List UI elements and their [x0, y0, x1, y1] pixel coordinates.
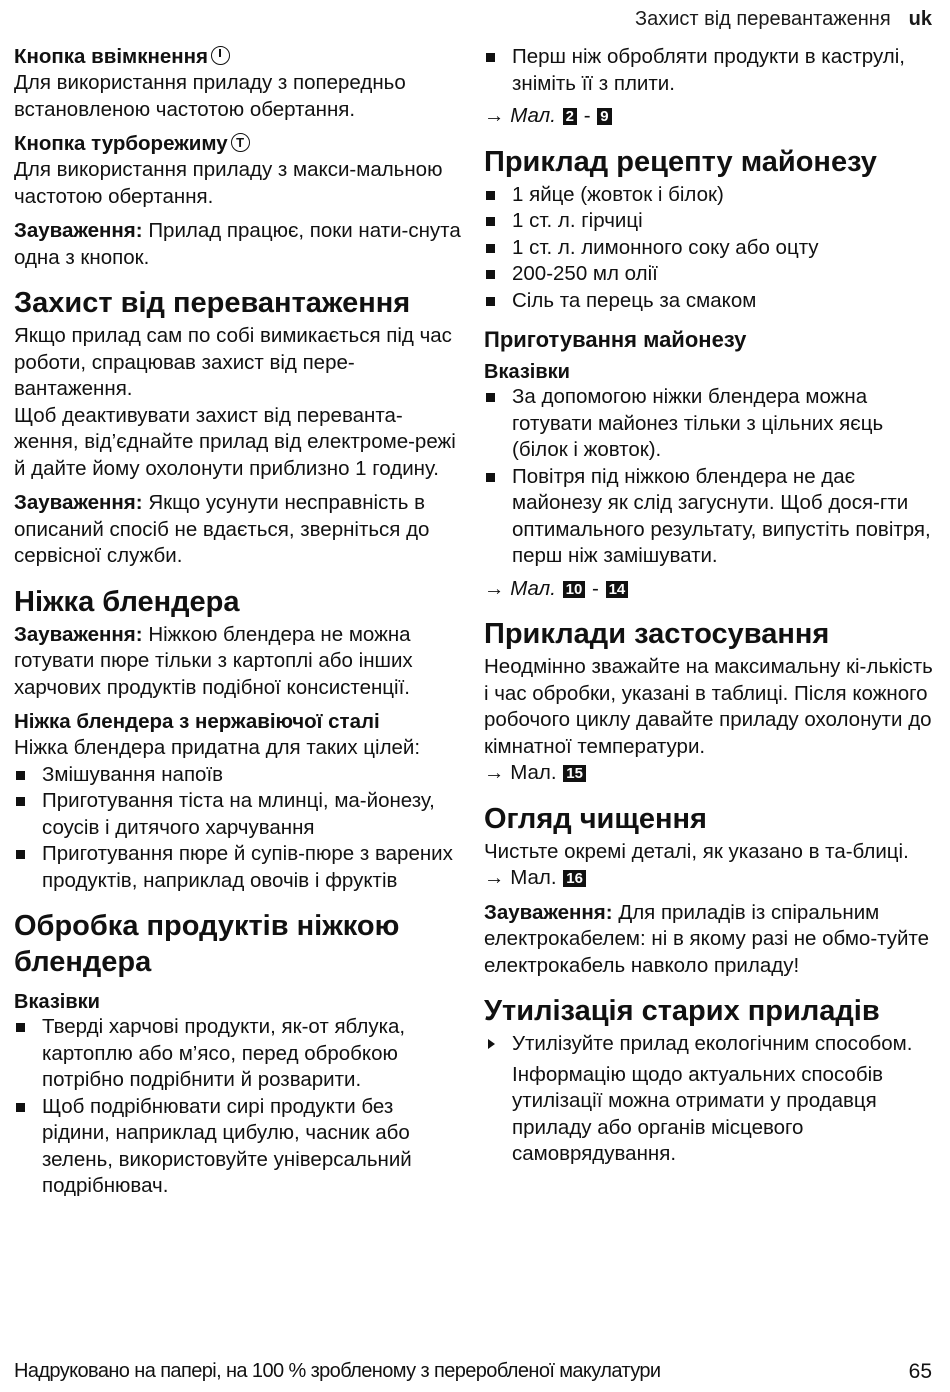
- turbo-button-text: Для використання приладу з макси-мальною частотою обертання.: [14, 158, 443, 208]
- mayo-prep-heading: Приготування майонезу: [484, 327, 747, 352]
- power-icon: [211, 46, 230, 65]
- mayo-heading: Приклад рецепту майонезу: [484, 145, 877, 178]
- power-button-title: Кнопка ввімкнення: [14, 44, 466, 70]
- overload-paragraph-2: Щоб деактивувати захист від переванта-ження, від’єднайте прилад від електроме-режі й дайте йому охолонути приблизно 1 годину.: [14, 403, 456, 480]
- overload-paragraph-1: Якщо прилад сам по собі вимикається під час роботи, спрацював захист від пере-вантаження.: [14, 324, 452, 400]
- figure-ref-2-9: → Мал. 2 - 9: [484, 103, 936, 130]
- list-item: Повітря під ніжкою блендера не дає майонезу як слід загуснути. Щоб дося-гти оптимального результату, випустіть повітря, перш ніж замішувати.: [484, 464, 936, 570]
- cleaning-note: Зауваження: Для приладів із спіральним електрокабелем: ні в якому разі не обмо-туйте електрокабель навколо приладу!: [484, 900, 930, 977]
- list-item: Приготування тіста на млинці, ма-йонезу, соусів і дитячого харчування: [14, 788, 466, 841]
- blender-intro: Ніжка блендера придатна для таких цілей:: [14, 736, 421, 759]
- mayo-ingredients-list: [484, 182, 936, 315]
- list-item: 1 ст. л. гірчиці: [484, 208, 936, 235]
- language-code: uk: [908, 8, 932, 30]
- list-item: 1 ст. л. лимонного соку або оцту: [484, 235, 936, 262]
- examples-text: Неодмінно зважайте на максимальну кі-лькість і час обробки, указані в таблиці. Після кожного робочого циклу давайте приладу охолонути до кімнатної температури.: [484, 655, 933, 758]
- processing-heading: Обробка продуктів ніжкою блендера: [14, 910, 400, 978]
- disposal-heading: Утилізація старих приладів: [484, 995, 880, 1027]
- processing-hints-list: [14, 1014, 466, 1200]
- list-item: Приготування пюре й супів-пюре з варених продуктів, наприклад овочів і фруктів: [14, 841, 466, 894]
- page-number: 65: [908, 1360, 932, 1383]
- figure-ref-15: → Мал. 15: [484, 760, 936, 787]
- list-item: Утилізуйте прилад екологічним способом.: [484, 1031, 936, 1058]
- pot-warning-list: [484, 44, 936, 97]
- list-item: За допомогою ніжки блендера можна готувати майонез тільки з цільних яєць (білок і жовток).: [484, 384, 936, 464]
- disposal-info: Інформацію щодо актуальних способів утилізації можна отримати у продавця приладу або органів місцевого самоврядування.: [512, 1062, 884, 1165]
- overload-note: Зауваження: Якщо усунути несправність в описаний спосіб не вдається, зверніться до сервісної служби.: [14, 491, 430, 567]
- list-item: Щоб подрібнювати сирі продукти без рідини, наприклад цибулю, часник або зелень, використовуйте універсальний подрібнювач.: [14, 1094, 466, 1200]
- list-item: Тверді харчові продукти, як-от яблука, картоплю або м’ясо, перед обробкою потрібно подрібнити й розварити.: [14, 1014, 466, 1094]
- processing-hints-label: Вказівки: [14, 991, 100, 1013]
- list-item: Сіль та перець за смаком: [484, 288, 936, 315]
- note-buttons: Зауваження: Прилад працює, поки нати-снута одна з кнопок.: [14, 219, 461, 269]
- examples-heading: Приклади застосування: [484, 618, 830, 650]
- left-column: [14, 44, 466, 1200]
- mayo-hints-label: Вказівки: [484, 361, 570, 383]
- footer-note: Надруковано на папері, на 100 % зробленому з переробленої макулатури: [14, 1360, 661, 1382]
- turbo-button-title: Кнопка турборежимуT: [14, 131, 466, 157]
- list-item: 200-250 мл олії: [484, 261, 936, 288]
- turbo-icon: [231, 133, 250, 152]
- figure-ref-10-14: → Мал. 10 - 14: [484, 576, 936, 603]
- list-item: Змішування напоїв: [14, 762, 466, 789]
- list-item: 1 яйце (жовток і білок): [484, 182, 936, 209]
- blender-note: Зауваження: Ніжкою блендера не можна готувати пюре тільки з картоплі або інших харчових продуктів подібної консистенції.: [14, 622, 413, 699]
- cleaning-text: Чистьте окремі деталі, як указано в та-блиці.: [484, 839, 909, 863]
- figure-ref-16: → Мал. 16: [484, 865, 936, 892]
- power-button-text: Для використання приладу з попередньо встановленою частотою обертання.: [14, 71, 406, 121]
- cleaning-heading: Огляд чищення: [484, 802, 707, 835]
- blender-steel-subheading: Ніжка блендера з нержавіючої сталі: [14, 710, 380, 733]
- disposal-list: [484, 1031, 936, 1058]
- mayo-hints-list: [484, 384, 936, 570]
- header-title: Захист від перевантаження: [635, 8, 891, 30]
- blender-heading: Ніжка блендера: [14, 585, 240, 618]
- blender-uses-list: [14, 762, 466, 895]
- right-column: [484, 44, 936, 1168]
- running-header: [635, 8, 932, 31]
- overload-heading: Захист від перевантаження: [14, 287, 411, 319]
- list-item: Перш ніж обробляти продукти в каструлі, зніміть її з плити.: [484, 44, 936, 97]
